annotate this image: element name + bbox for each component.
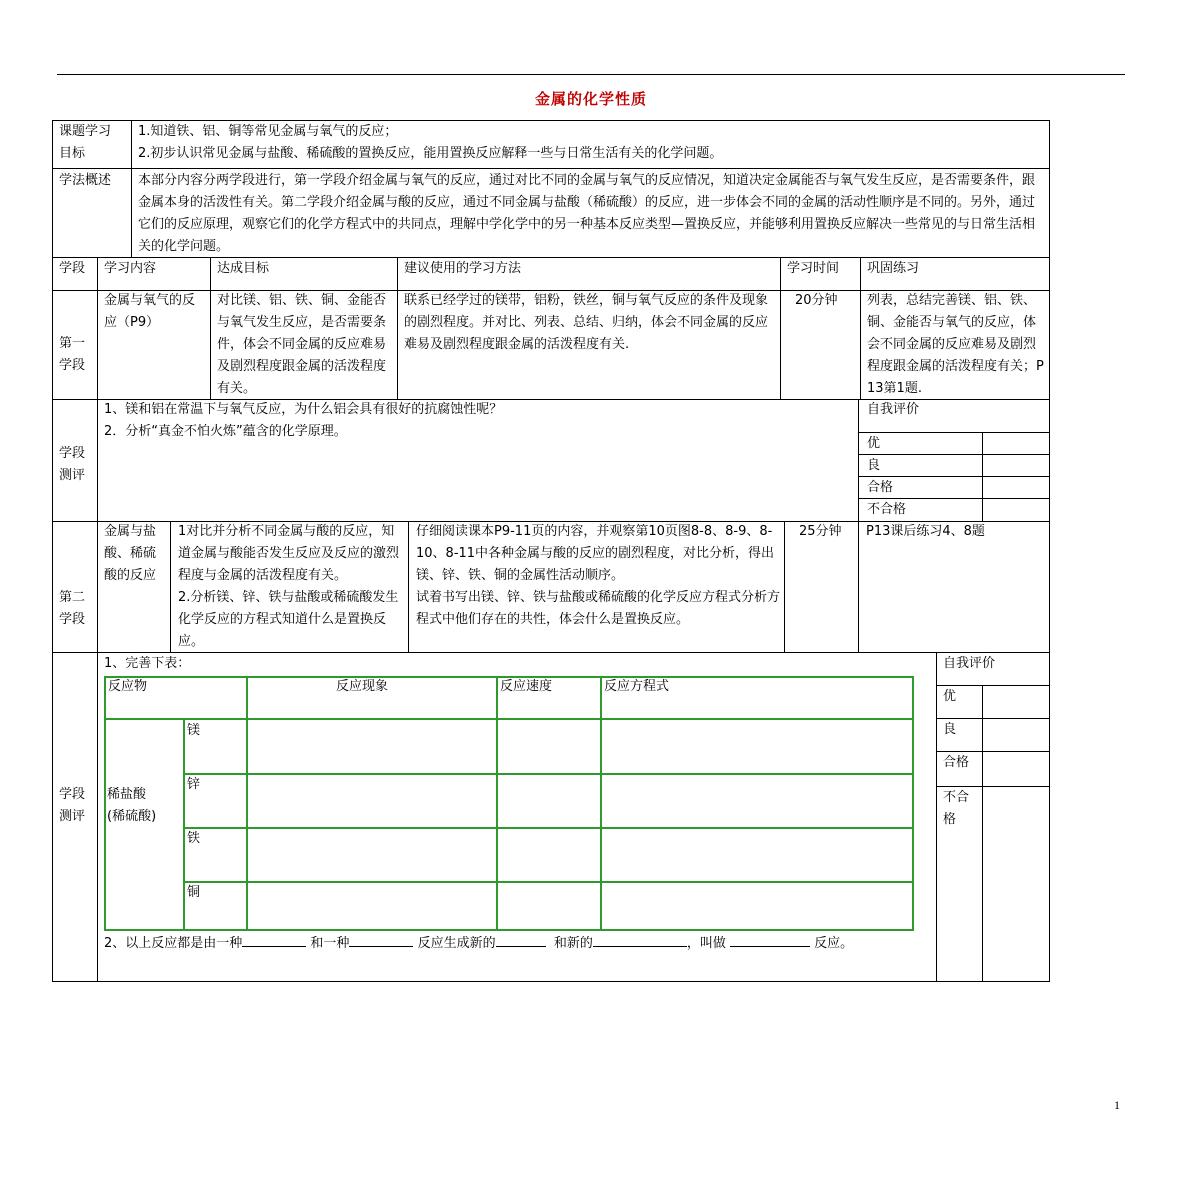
table-border [1049, 120, 1050, 982]
eval1-grade: 优 [867, 436, 881, 451]
table-header-phenomenon: 反应现象 [336, 679, 389, 694]
stage2-label: 第二学段 [59, 590, 86, 627]
table-header-equation: 反应方程式 [604, 679, 670, 694]
acid-label: 稀盐酸 [107, 787, 147, 802]
header-content: 学习内容 [104, 261, 157, 276]
row-divider [858, 454, 1050, 455]
goal-line-1: 1.知道铁、铝、铜等常见金属与氧气的反应； [138, 124, 398, 139]
eval1-question-2: 2．分析“真金不怕火炼”蕴含的化学原理。 [104, 424, 347, 439]
col-divider [170, 521, 171, 652]
inner-table-border [183, 881, 914, 883]
fill-blank[interactable] [593, 932, 687, 947]
stage1-content: 金属与氧气的反应（P9） [104, 293, 196, 330]
eval2-grade: 合格 [943, 755, 970, 770]
fill-text: 和一种 [310, 936, 350, 951]
col-divider [408, 521, 409, 652]
header-practice: 巩固练习 [867, 261, 920, 276]
col-divider [982, 685, 983, 982]
inner-table-border [246, 676, 248, 931]
col-divider [210, 257, 211, 399]
inner-table-border [183, 827, 914, 829]
metal-cell: 铜 [187, 885, 201, 900]
page-number: 1 [1114, 1098, 1120, 1112]
col-divider [936, 652, 937, 982]
eval2-grade: 不合格 [943, 790, 970, 827]
header-time: 学习时间 [787, 261, 840, 276]
inner-table-border [183, 773, 914, 775]
col-divider [858, 399, 859, 521]
header-stage: 学段 [59, 261, 86, 276]
eval2-grade: 良 [943, 722, 957, 737]
fill-blank[interactable] [242, 932, 306, 947]
col-divider [784, 521, 785, 652]
fill-text: ，叫做 [686, 936, 726, 951]
fill-text: 反应。 [814, 936, 854, 951]
inner-table-border [104, 718, 914, 720]
eval2-grade: 优 [943, 689, 957, 704]
col-divider [97, 257, 98, 982]
fill-text: 和新的 [553, 936, 593, 951]
goal-line-2: 2.初步认识常见金属与盐酸、稀硫酸的置换反应，能用置换反应解释一些与日常生活有关的化学问题。 [138, 146, 723, 161]
table-border [52, 981, 1050, 982]
inner-table-border [912, 676, 914, 931]
acid-label-2: (稀硫酸) [107, 809, 157, 824]
page-title: 金属的化学性质 [534, 90, 647, 108]
fill-blank[interactable] [730, 932, 810, 947]
header-method: 建议使用的学习方法 [404, 261, 522, 276]
overview-text: 本部分内容分两学段进行，第一学段介绍金属与氧气的反应，通过对比不同的金属与氧气的反应情况，知道决定金属能否与氧气发生反应，是否需要条件，跟金属本身的活泼性有关。第二学段介绍金属与酸的反应，通过不同金属与盐酸（稀硫酸）的反应，进一步体会不同的金属的活动性顺序是不同的。另外，通过它们的反应原理，观察它们的化学方程式中的共同点，理解中学化学中的另一种基本反应类型—置换反应，并能够利用置换反应解决一些常见的与日常生活相关的化学问题。 [138, 173, 1036, 254]
stage1-time: 20分钟 [795, 293, 838, 308]
inner-table-border [104, 929, 914, 931]
eval1-grade: 合格 [867, 480, 894, 495]
eval2-question-1: 1、完善下表： [104, 656, 191, 671]
metal-cell: 锌 [187, 777, 201, 792]
inner-table-border [496, 676, 498, 931]
stage2-goal-1: 1对比并分析不同金属与酸的反应，知道金属与酸能否发生反应及反应的激烈程度与金属的活泼程度有关。 [178, 524, 400, 583]
col-divider [780, 257, 781, 399]
stage1-goal: 对比镁、铝、铁、铜、金能否与氧气发生反应，是否需要条件，体会不同金属的反应难易及剧烈程度跟金属的活泼程度有关。 [217, 293, 387, 396]
col-divider [397, 257, 398, 399]
eval1-label: 学段测评 [59, 446, 86, 483]
metal-cell: 铁 [187, 831, 201, 846]
goals-label: 课题学习目标 [59, 124, 112, 161]
fill-text: 2、以上反应都是由一种 [104, 936, 243, 951]
table-header-reactant: 反应物 [108, 679, 148, 694]
stage1-method: 联系已经学过的镁带，铝粉，铁丝，铜与氧气反应的条件及现象的剧烈程度。并对比、列表、总结、归纳，体会不同金属的反应难易及剧烈程度跟金属的活泼程度有关. [404, 293, 769, 352]
eval1-grade: 良 [867, 458, 881, 473]
overview-label: 学法概述 [59, 173, 112, 188]
col-divider [131, 120, 132, 257]
row-divider [52, 168, 1050, 169]
stage2-method-2: 试着书写出镁、锌、铁与盐酸或稀硫酸的化学反应方程式分析方程式中他们存在的共性，体会什么是置换反应。 [416, 590, 781, 627]
stage1-label: 第一学段 [59, 336, 86, 373]
table-border [52, 120, 53, 982]
row-divider [858, 432, 1050, 433]
stage2-method-1: 仔细阅读课本P9-11页的内容，并观察第10页图8-8、8-9、8-10、8-11中各种金属与酸的反应的剧烈程度，对比分析，得出镁、锌、铁、铜的金属性活动顺序。 [416, 524, 775, 583]
eval1-question-1: 1、镁和铝在常温下与氧气反应，为什么铝会具有很好的抗腐蚀性呢？ [104, 402, 503, 417]
header-rule [57, 74, 1125, 75]
stage2-goal-2: 2.分析镁、锌、铁与盐酸或稀硫酸发生化学反应的方程式知道什么是置换反应。 [178, 590, 399, 649]
stage2-content: 金属与盐酸、稀硫酸的反应 [104, 524, 157, 583]
fill-blank[interactable] [349, 932, 413, 947]
inner-table-border [183, 718, 185, 931]
eval2-question-2 [104, 932, 853, 955]
stage1-practice: 列表，总结完善镁、铝、铁、铜、金能否与氧气的反应，体会不同金属的反应难易及剧烈程度跟金属的活泼程度有关；P13第1题. [867, 293, 1044, 396]
eval2-self-eval: 自我评价 [943, 656, 996, 671]
fill-blank[interactable] [496, 932, 546, 947]
eval1-self-eval: 自我评价 [867, 402, 920, 417]
col-divider [858, 521, 859, 652]
table-header-speed: 反应速度 [500, 679, 553, 694]
stage2-practice: P13课后练习4、8题 [866, 524, 985, 539]
stage2-time: 25分钟 [799, 524, 842, 539]
inner-table-border [600, 676, 602, 931]
eval2-label: 学段测评 [59, 787, 86, 824]
header-goal: 达成目标 [217, 261, 270, 276]
col-divider [860, 257, 861, 399]
fill-text: 反应生成新的 [417, 936, 496, 951]
inner-table-border [104, 676, 106, 931]
metal-cell: 镁 [187, 723, 201, 738]
eval1-grade: 不合格 [867, 502, 907, 517]
